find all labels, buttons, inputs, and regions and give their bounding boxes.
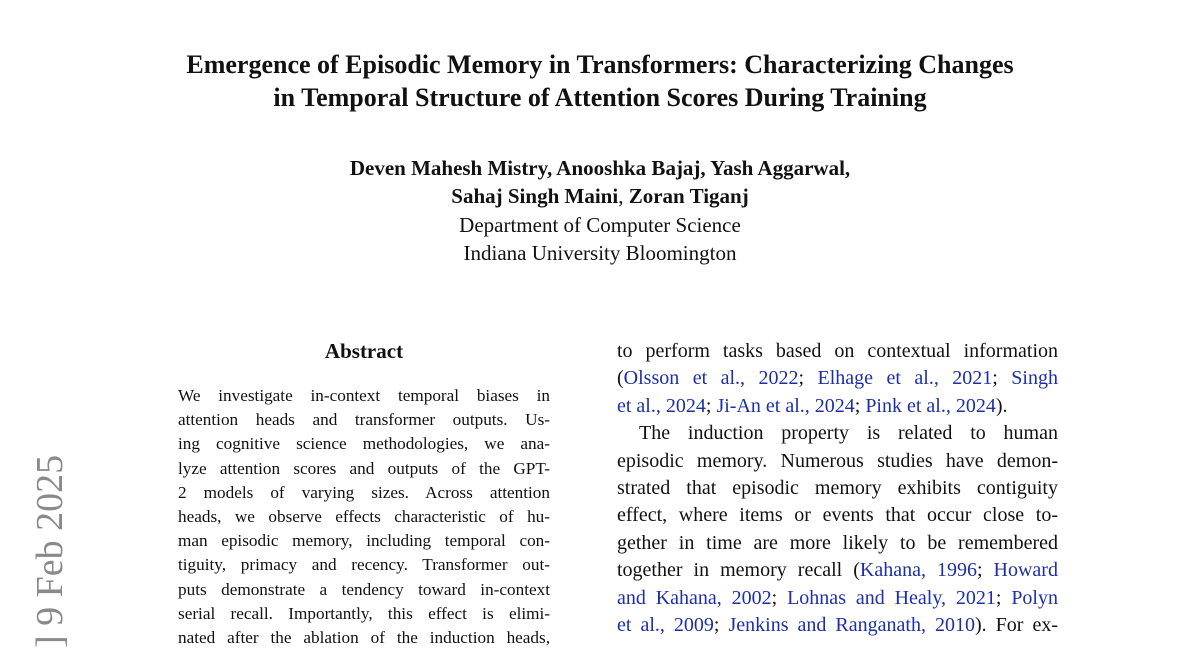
citation-link[interactable]: et al., 2009 [617,614,714,637]
citation-link[interactable]: Kahana, 1996 [859,559,977,582]
body-line [617,612,1058,639]
body-line: episodic memory. Numerous studies have demon- [617,449,1058,472]
abstract-line: man episodic memory, including temporal con- [178,531,550,551]
affiliation-department: Department of Computer Science [459,213,741,237]
body-column-right [617,338,1058,639]
separator: ; [854,394,866,417]
affiliation [200,211,1000,267]
separator: ; [995,586,1012,609]
citation-link[interactable]: Singh [1011,367,1058,390]
citation-link[interactable]: et al., 2024 [617,394,706,417]
author-name: Sahaj Singh Maini [451,184,619,208]
citation-link[interactable]: Lohnas and Healy, 2021 [787,586,996,609]
abstract-line: attention heads and transformer outputs. Us- [178,410,550,430]
citation-link[interactable]: Olsson et al., 2022 [623,367,799,390]
citation-link[interactable]: Jenkins and Ranganath, 2010 [728,614,975,637]
paper-title-line-2: in Temporal Structure of Attention Scores During Training [273,83,927,112]
citation-link[interactable]: Polyn [1011,586,1058,609]
separator: ; [771,586,788,609]
citation-link[interactable]: and Kahana, 2002 [617,586,772,609]
body-line [617,393,1058,420]
abstract-body [178,384,550,650]
abstract-line: nated after the ablation of the induction heads, [178,628,550,648]
citation-link[interactable]: Ji-An et al., 2024 [716,394,855,417]
abstract-line: puts demonstrate a tendency toward in-context [178,579,550,599]
citation-link[interactable]: Howard [993,559,1058,582]
citation-link[interactable]: Elhage et al., 2021 [817,367,993,390]
abstract-line: tiguity, primacy and recency. Transformer out- [178,555,550,575]
author-line-1: Deven Mahesh Mistry, Anooshka Bajaj, Yash Aggarwal, [349,156,851,180]
body-line [617,365,1058,392]
paren: ( [617,367,624,390]
abstract-line: ing cognitive science methodologies, we ana- [178,434,550,454]
paren: ). [995,394,1008,417]
body-line: The induction property is related to human [639,422,1058,445]
paper-title [100,48,1100,114]
body-text: together in memory recall ( [617,559,860,582]
citation-link[interactable]: Pink et al., 2024 [865,394,996,417]
abstract-line: We investigate in-context temporal biases in [178,386,550,405]
separator: ; [705,394,717,417]
abstract-line: lyze attention scores and outputs of the GPT- [178,458,550,478]
author-line-2 [200,182,1000,210]
body-line: strated that episodic memory exhibits contiguity [617,477,1058,500]
abstract-line: serial recall. Importantly, this effect is elimi- [178,603,550,623]
body-text: ). For ex- [974,614,1058,637]
abstract-line: 2 models of varying sizes. Across attention [178,482,550,502]
abstract-heading: Abstract [324,339,404,363]
body-line: gether in time are more likely to be remembered [617,531,1058,554]
body-line [617,585,1058,612]
body-line: effect, where items or events that occur close to- [617,504,1058,527]
separator: ; [798,367,818,390]
author-name: Zoran Tiganj [628,184,749,208]
arxiv-identifier-stamp: ] 9 Feb 2025 [29,454,71,648]
separator: ; [992,367,1012,390]
affiliation-university: Indiana University Bloomington [463,241,737,265]
author-separator: , [618,184,629,208]
separator: ; [713,614,729,637]
body-line [617,557,1058,584]
body-line: to perform tasks based on contextual information [617,340,1058,362]
author-list [200,154,1000,210]
paper-title-line-1: Emergence of Episodic Memory in Transformers: Characterizing Changes [186,50,1014,79]
separator: ; [976,559,994,582]
abstract-line: heads, we observe effects characteristic of hu- [178,507,550,527]
